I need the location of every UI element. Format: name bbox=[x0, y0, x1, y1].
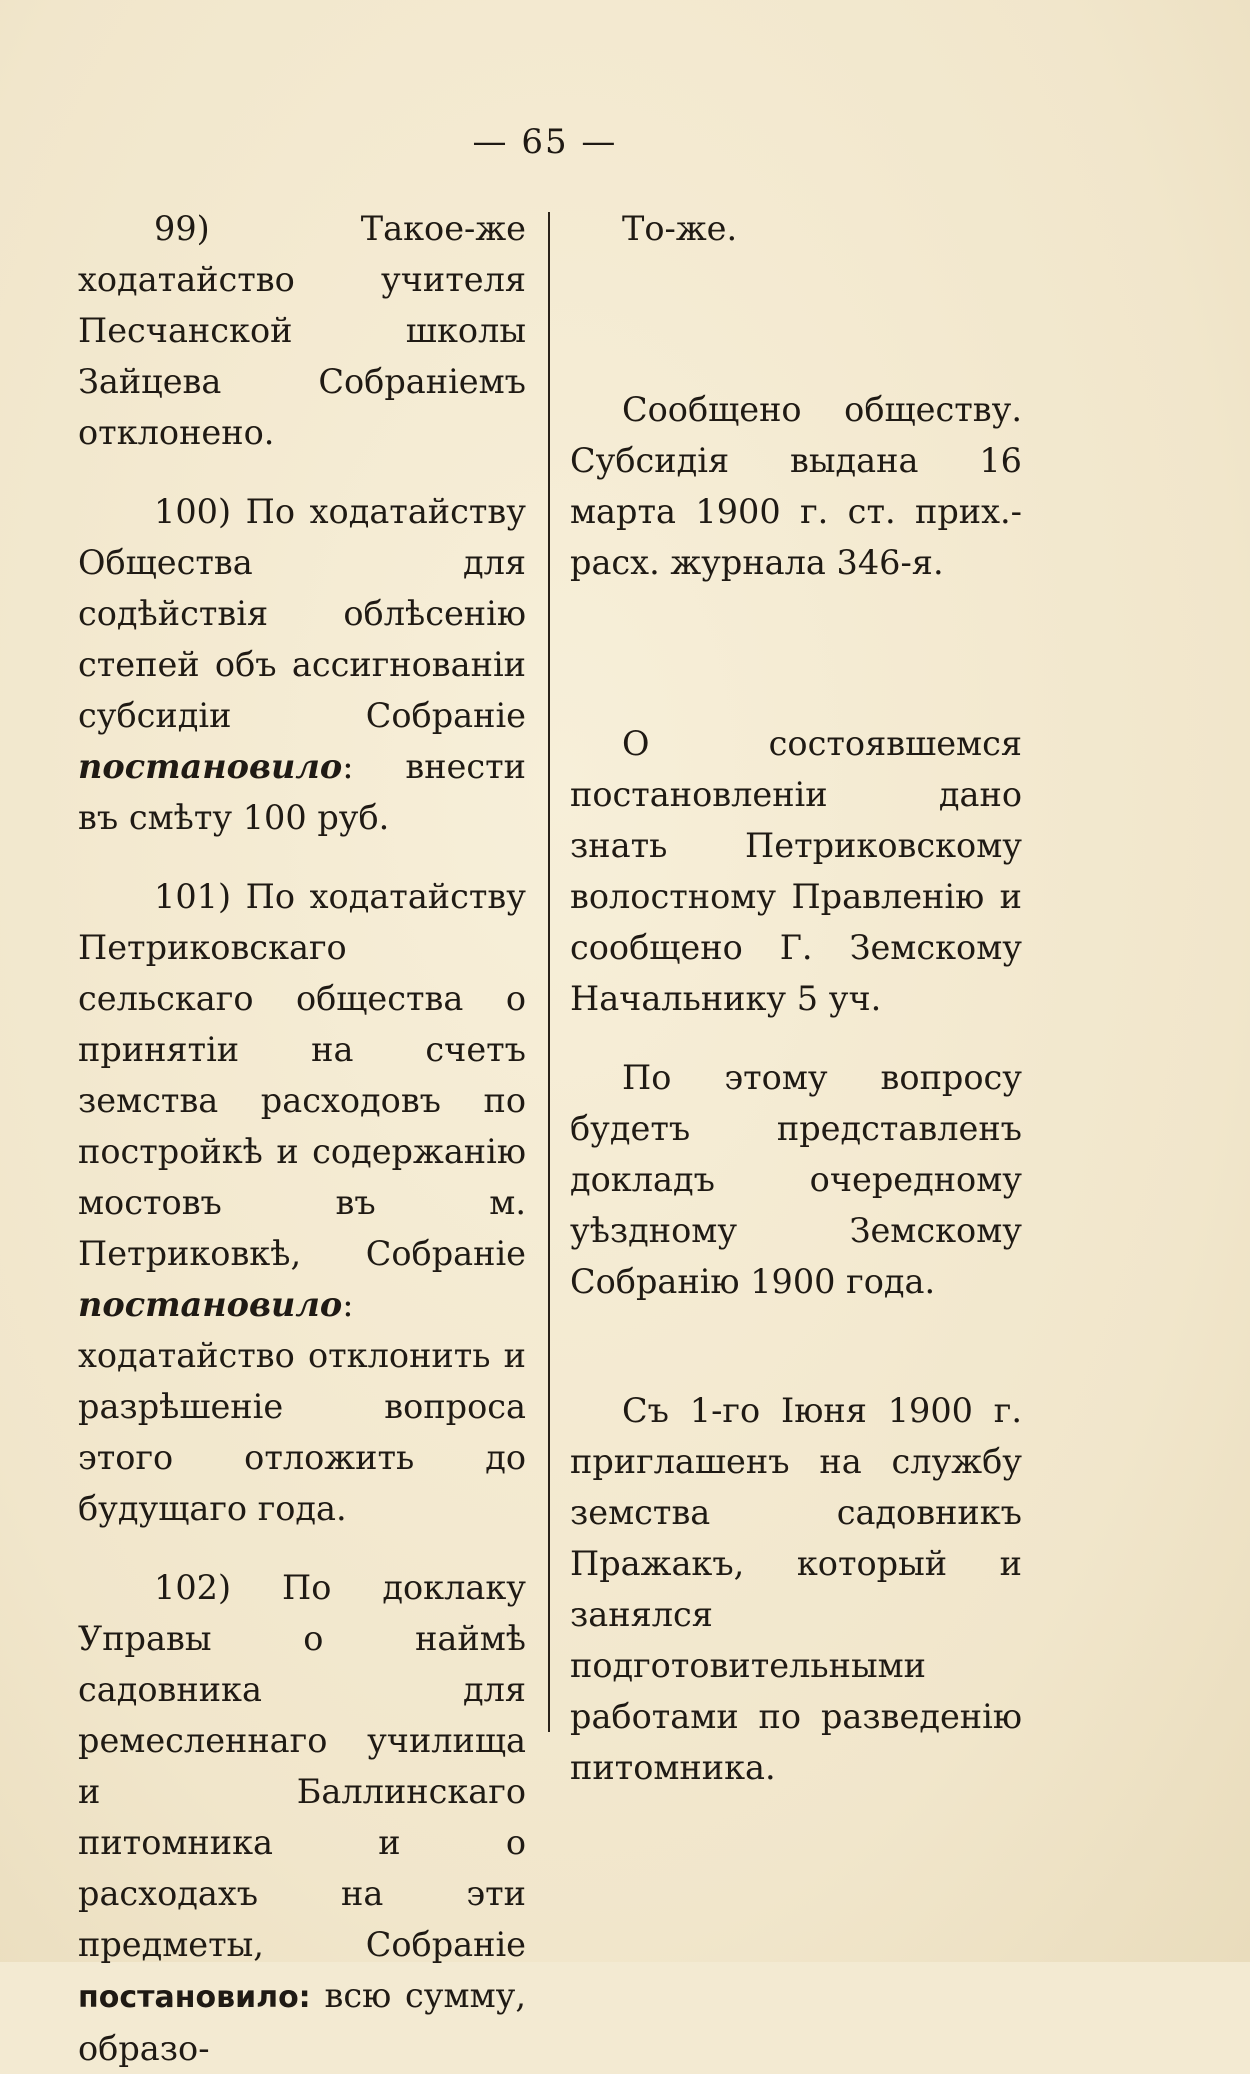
paragraph-99: 99) Такое-же ходатайство учителя Песчанской школы Зайцева Собраніемъ отклонено. bbox=[78, 209, 526, 452]
paragraph-101-emphasis: постановило bbox=[78, 1285, 343, 1324]
paragraph-102 bbox=[78, 1562, 526, 2074]
paragraph-100-text-b: : внести въ смѣту 100 руб. bbox=[78, 747, 526, 837]
paragraph-101-text-a: 101) По ходатайству Петриковскаго сельскаго общества о принятіи на счетъ земства расходовъ по постройкѣ и содержанію мостовъ въ м. Петриковкѣ, Собраніе bbox=[78, 877, 526, 1273]
paragraph-100-text-a: 100) По ходатайству Общества для содѣйствія облѣсенію степей объ ассигнованіи субсидіи Собраніе bbox=[78, 492, 526, 735]
resolution-102: Съ 1-го Іюня 1900 г. приглашенъ на службу земства садовникъ Пражакъ, который и занялся подготовительными работами по разведенію питомника. bbox=[570, 1391, 1022, 1787]
page-number: — 65 — bbox=[472, 122, 618, 162]
paragraph-100 bbox=[78, 486, 526, 843]
paragraph-101 bbox=[78, 871, 526, 1534]
paragraph-102-bold: постановило: bbox=[78, 1980, 311, 2015]
paragraph-102-text-b: всю сумму, образо- bbox=[78, 1976, 526, 2068]
left-column bbox=[78, 203, 526, 2074]
resolution-100: Сообщено обществу. Субсидія выдана 16 марта 1900 г. ст. прих.-расх. журнала 346-я. bbox=[570, 390, 1022, 582]
paragraph-101-text-b: : ходатайство отклонить и разрѣшеніе вопроса этого отложить до будущаго года. bbox=[78, 1285, 526, 1528]
resolution-101-b: По этому вопросу будетъ представленъ докладъ очередному уѣздному Земскому Собранію 1900 года. bbox=[570, 1058, 1022, 1301]
column-divider bbox=[548, 212, 550, 1732]
resolution-101-a: О состоявшемся постановленіи дано знать Петриковскому волостному Правленію и сообщено Г. Земскому Начальнику 5 уч. bbox=[570, 724, 1022, 1018]
right-column bbox=[570, 203, 1022, 1793]
resolution-99: То-же. bbox=[622, 209, 738, 248]
paragraph-100-emphasis: постановило bbox=[78, 747, 343, 786]
paragraph-102-text-a: 102) По доклаку Управы о наймѣ садовника для ремесленнаго училища и Баллинскаго питомника и о расходахъ на эти предметы, Собраніе bbox=[78, 1568, 526, 1964]
